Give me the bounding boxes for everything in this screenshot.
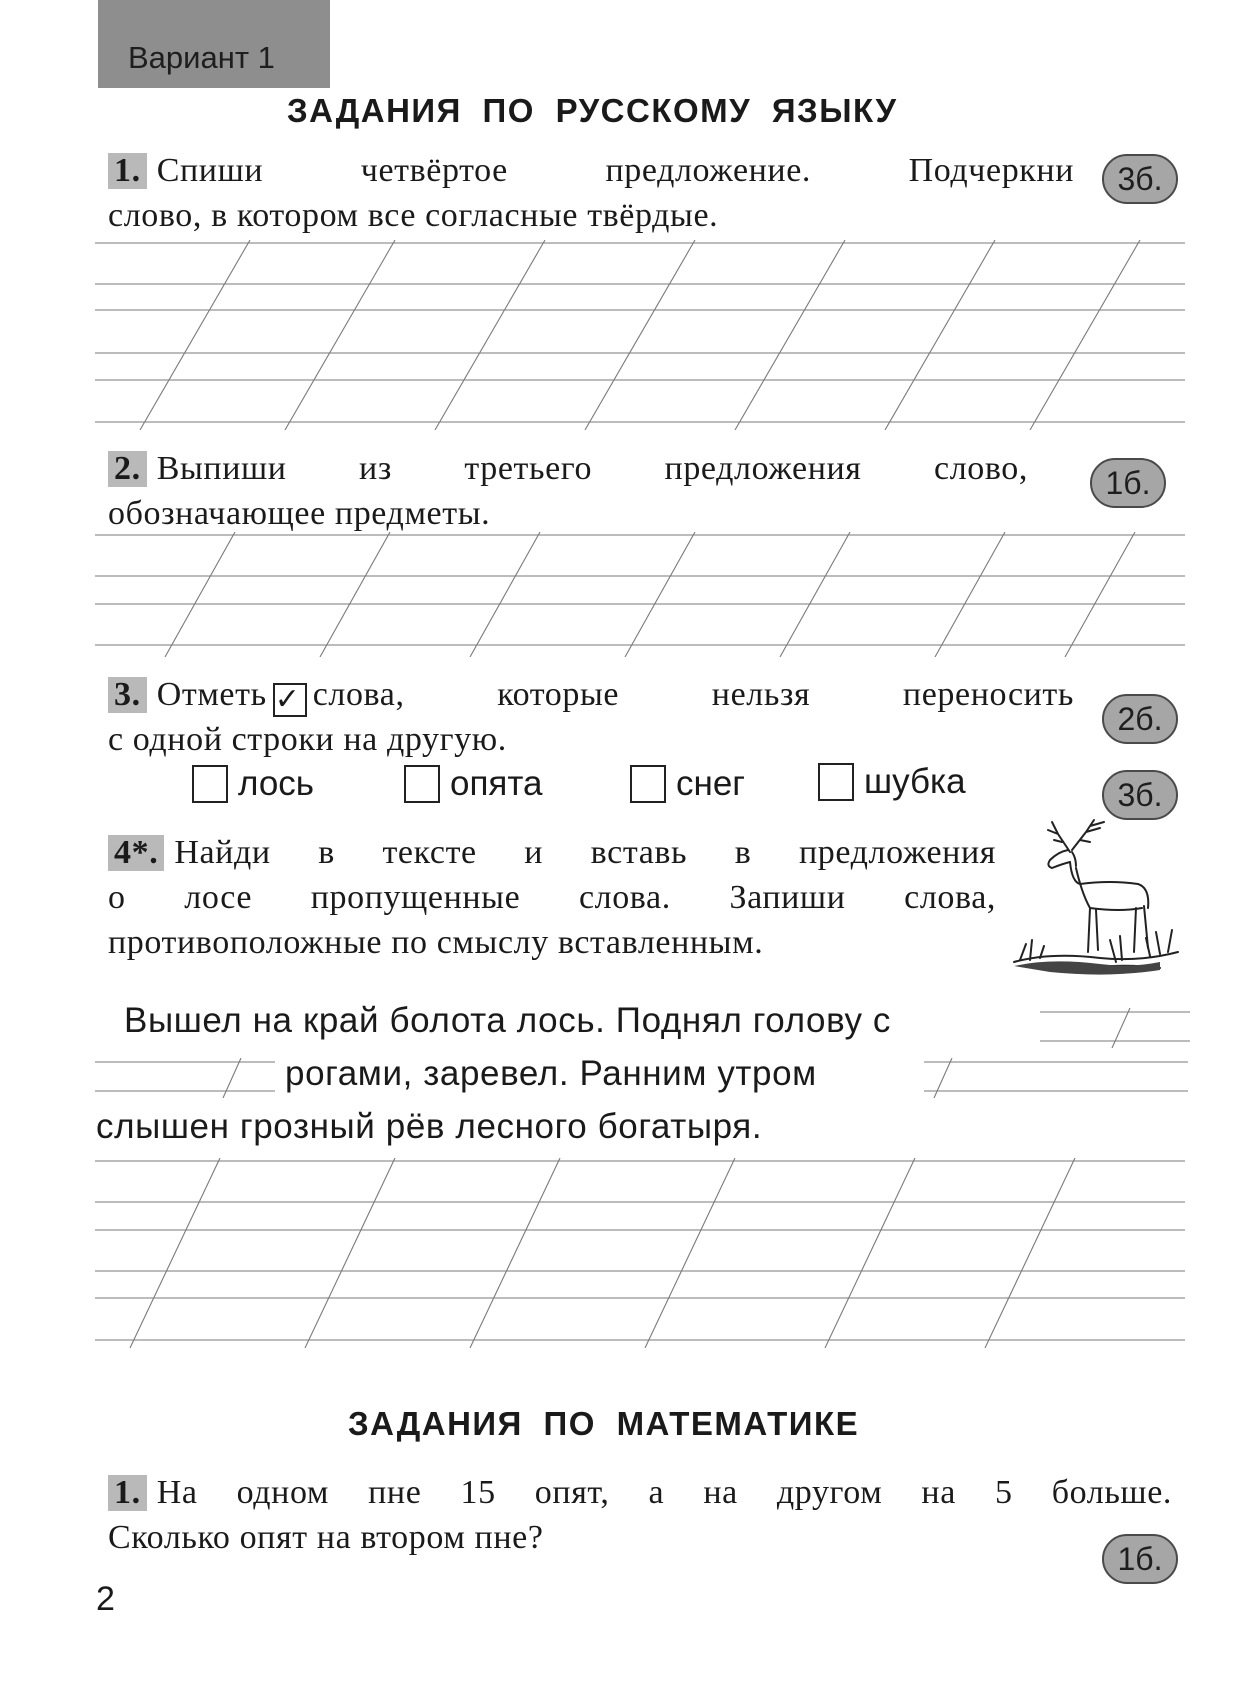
option-label: лось: [238, 764, 315, 803]
points-badge: 1б.: [1102, 1534, 1178, 1584]
task-text-line: Найди в тексте и вставь в предложения: [174, 834, 996, 871]
points-badge: 3б.: [1102, 770, 1178, 820]
option-label: снег: [676, 764, 746, 803]
points-badge: 1б.: [1090, 458, 1166, 508]
task-text: слова, которые нельзя переносить: [312, 676, 1074, 713]
option-label: опята: [450, 764, 543, 803]
option-sneg[interactable]: [630, 764, 745, 804]
points-badge: 3б.: [1102, 154, 1178, 204]
russian-task-3: [108, 672, 1074, 762]
task-text-line: слово, в котором все согласные твёрдые.: [108, 197, 719, 234]
moose-text-line-3: слышен грозный рёв лесного богатыря.: [96, 1107, 763, 1146]
checkmark-icon: ✓: [273, 683, 307, 717]
option-opyata[interactable]: [404, 764, 542, 804]
task-number: 1.: [108, 153, 147, 189]
russian-heading: ЗАДАНИЯ ПО РУССКОМУ ЯЗЫКУ: [287, 92, 898, 129]
task-number: 4*.: [108, 835, 164, 871]
task-text-line: Сколько опят на втором пне?: [108, 1519, 544, 1556]
task-number: 3.: [108, 677, 147, 713]
option-shubka[interactable]: [818, 762, 966, 802]
moose-text-line-1: Вышел на край болота лось. Поднял голову с: [124, 1001, 892, 1040]
moose-illustration: [1010, 812, 1182, 980]
answer-blank[interactable]: [924, 1058, 1188, 1098]
task-text-line: противоположные по смыслу вставленным.: [108, 924, 764, 961]
task-text: Отметь: [156, 676, 267, 713]
task-text-line: Спиши четвёртое предложение. Подчеркни: [156, 152, 1074, 189]
option-checkbox[interactable]: [192, 765, 228, 803]
option-checkbox[interactable]: [818, 763, 854, 801]
answer-blank[interactable]: [95, 1058, 275, 1098]
task-text-line: обозначающее предметы.: [108, 495, 491, 532]
task-text-line: На одном пне 15 опят, а на другом на 5 больше.: [156, 1474, 1172, 1511]
option-los[interactable]: [192, 764, 314, 804]
answer-blank[interactable]: [1040, 1008, 1190, 1048]
writing-grid[interactable]: [95, 532, 1185, 657]
variant-tab: Вариант 1: [98, 0, 330, 88]
task-text-line: Выпиши из третьего предложения слово,: [156, 450, 1028, 487]
option-checkbox[interactable]: [404, 765, 440, 803]
russian-task-1: [108, 148, 1074, 238]
writing-grid[interactable]: [95, 1158, 1185, 1348]
task-number: 1.: [108, 1475, 147, 1511]
russian-task-4: [108, 830, 996, 965]
page-number: 2: [96, 1580, 115, 1618]
option-checkbox[interactable]: [630, 765, 666, 803]
task-text-line: с одной строки на другую.: [108, 721, 507, 758]
task-text-line: о лосе пропущенные слова. Запиши слова,: [108, 879, 996, 916]
option-label: шубка: [864, 762, 966, 801]
points-badge: 2б.: [1102, 694, 1178, 744]
writing-grid[interactable]: [95, 240, 1185, 430]
math-task-1: [108, 1470, 1172, 1560]
moose-text-line-2: рогами, заревел. Ранним утром: [285, 1054, 817, 1093]
russian-task-2: [108, 446, 1028, 536]
math-heading: ЗАДАНИЯ ПО МАТЕМАТИКЕ: [348, 1405, 860, 1442]
task-number: 2.: [108, 451, 147, 487]
